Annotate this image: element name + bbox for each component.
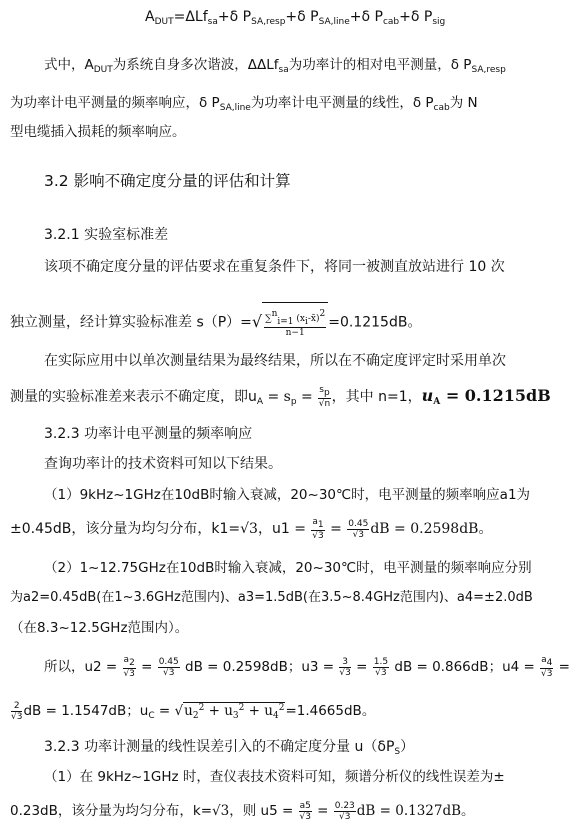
subsection-heading-linearity: 3.2.3 功率计测量的线性误差引入的不确定度分量 $u(\delta P_S)$ (44, 739, 415, 757)
3-over-sqrt3: $\frac{3}{√3}$ (339, 656, 351, 678)
para-definition-line2: 为功率计电平测量的频率响应，δ $P_{SA,line}$为功率计电平测量的线性，δ $P_{cab}$为 N (10, 95, 478, 113)
a4-over-sqrt3: $\frac{a4}{√3}$ (541, 655, 553, 679)
para-so-u2-u3-u4: 所以，u2 = $\frac{a2}{√3}$ = $\frac{0.45}{√3}$ dB = 0.2598dB；u3 = $\frac{3}{√3}$ = $\frac{1.5}{√3}$ dB = 0.866dB；u4 = $\frac{a4}{√3}$ = (44, 655, 570, 679)
para-single-measure-line2: 测量的实验标准差来表示不确定度，即$u_A = s_p$ = $\frac{sp}{√n}$ ，其中 n=1，$u_A = 0.1215dB$ (10, 385, 551, 409)
std-formula: √ $\frac{\sum ni=1 (xi-x̄)2}{n-1}$ (252, 302, 328, 343)
15-over-sqrt3: $\frac{1.5}{√3}$ (373, 656, 389, 678)
a1-over-sqrt3: $\frac{a1}{√3}$ (312, 517, 324, 541)
para-1-12ghz-line2: 为a2=0.45dB(在1~3.6GHz范围内)、a3=1.5dB(在3.5~8.4GHz范围内)、a4=±2.0dB (10, 590, 533, 605)
para-single-measure-line1: 在实际应用中以单次测量结果为最终结果，所以在不确定度评定时采用单次 (44, 353, 506, 369)
equation-adut: $A_{DUT}=\Delta Lf_{sa}+\delta$ $P_{SA,resp}+\delta$ $P_{SA,line}+\delta$ $P_{cab}+\delta$ $P_{sig}$ (145, 9, 446, 27)
para-definition-line3: 型电缆插入损耗的频率响应。 (10, 124, 186, 140)
para-u4-uc: $\frac{2}{√3}$ dB = 1.1547dB；$u_C = √u_2^2 + u_3^2 + u_4^2=1.4665dB$。 (11, 700, 376, 722)
a5-over-sqrt3: $\frac{a5}{√3}$ (299, 800, 311, 822)
para-1-12ghz-line1: （2）1~12.75GHz在10dB时输入衰减，20~30℃时，电平测量的频率响应分别 (44, 560, 532, 576)
subsection-heading-freq-response: 3.2.3 功率计电平测量的频率响应 (44, 426, 253, 442)
subsection-heading-3-2-1: 3.2.1 实验室标准差 (44, 227, 169, 243)
para-definition-line1: 式中，$A_{DUT}$为系统自身多次谐波，ΔΔLf$_{sa}$为功率计的相对电平测量，δ $P_{SA,resp}$ (44, 57, 506, 75)
045-over-sqrt3: $\frac{0.45}{√3}$ (348, 518, 369, 540)
para-lab-std-line1: 该项不确定度分量的评估要求在重复条件下，将同一被测直放站进行 10 次 (44, 259, 505, 275)
para-query-docs: 查询功率计的技术资料可知以下结果。 (44, 456, 282, 472)
para-9khz-1ghz-line2: ±0.45dB，该分量为均匀分布，k1=√3，u1 = $\frac{a1}{√3}$ = $\frac{0.45}{√3}$ dB = 0.2598dB。 (10, 517, 493, 541)
para-lab-std-line2: 独立测量，经计算实验标准差 s（P）=√ $\frac{\sum ni=1 (xi-x̄)2}{n-1}$ =0.1215dB。 (10, 302, 421, 343)
uc-sqrt-formula: $√u_2^2 + u_3^2 + u_4^2$ (174, 703, 285, 721)
para-linearity-line1: （1）在 9kHz~1GHz 时，查仪表技术资料可知，频谱分析仪的线性误差为± (44, 769, 505, 785)
2-over-sqrt3: $\frac{2}{√3}$ (11, 700, 23, 722)
ua-result: $u_A = 0.1215dB$ (421, 386, 551, 407)
sp-over-sqrt-n: $\frac{sp}{√n}$ (318, 385, 331, 409)
045-over-sqrt3-b: $\frac{0.45}{√3}$ (158, 656, 179, 678)
para-9khz-1ghz-line1: （1）9kHz~1GHz在10dB时输入衰减，20~30℃时，电平测量的频率响应a1为 (44, 487, 531, 503)
a2-over-sqrt3: $\frac{a2}{√3}$ (123, 655, 135, 679)
para-1-12ghz-line3: （在8.3~12.5GHz范围内）。 (10, 620, 189, 636)
section-heading-3-2: 3.2 影响不确定度分量的评估和计算 (44, 172, 291, 190)
para-linearity-line2: 0.23dB，该分量为均匀分布，k=√3，则 u5 = $\frac{a5}{√3}$ = $\frac{0.23}{√3}$ dB = 0.1327dB。 (10, 800, 475, 822)
023-over-sqrt3: $\frac{0.23}{√3}$ (334, 800, 355, 822)
